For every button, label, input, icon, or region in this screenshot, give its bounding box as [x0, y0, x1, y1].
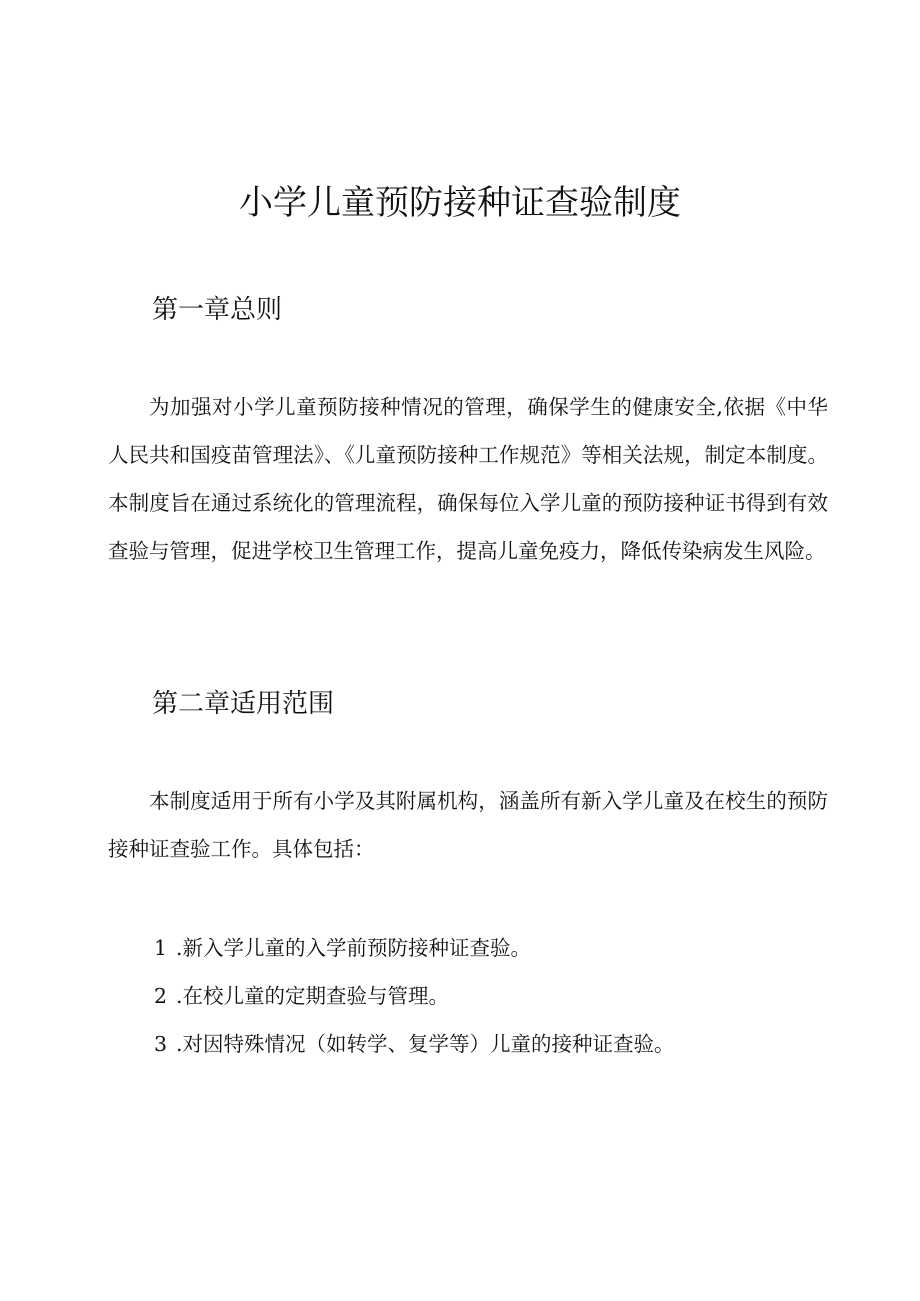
section-paragraph-scope: 本制度适用于所有小学及其附属机构，涵盖所有新入学儿童及在校生的预防接种证查验工作。具体包括：: [108, 789, 828, 861]
list-item: [154, 972, 675, 1020]
section-heading-general: 第一章总则: [152, 295, 283, 325]
list-item: [154, 924, 675, 972]
list-item-text: .在校儿童的定期查验与管理。: [176, 984, 450, 1008]
list-item-number: 2: [154, 984, 168, 1008]
document-title: 小学儿童预防接种证查验制度: [239, 183, 681, 223]
list-item-text: .对因特殊情况（如转学、复学等）儿童的接种证查验。: [176, 1032, 675, 1056]
section-paragraph-general: 为加强对小学儿童预防接种情况的管理，确保学生的健康安全,依据《中华人民共和国疫苗管理法》、《儿童预防接种工作规范》等相关法规，制定本制度。本制度旨在通过系统化的管理流程，确保每位入学儿童的预防接种证书得到有效查验与管理，促进学校卫生管理工作，提高儿童免疫力，降低传染病发生风险。: [108, 395, 828, 563]
scope-list: [154, 924, 675, 1068]
list-item-number: 3: [154, 1032, 168, 1056]
list-item: [154, 1020, 675, 1068]
list-item-number: 1: [154, 936, 168, 960]
section-heading-scope: 第二章适用范围: [152, 689, 335, 719]
list-item-text: .新入学儿童的入学前预防接种证查验。: [176, 936, 532, 960]
